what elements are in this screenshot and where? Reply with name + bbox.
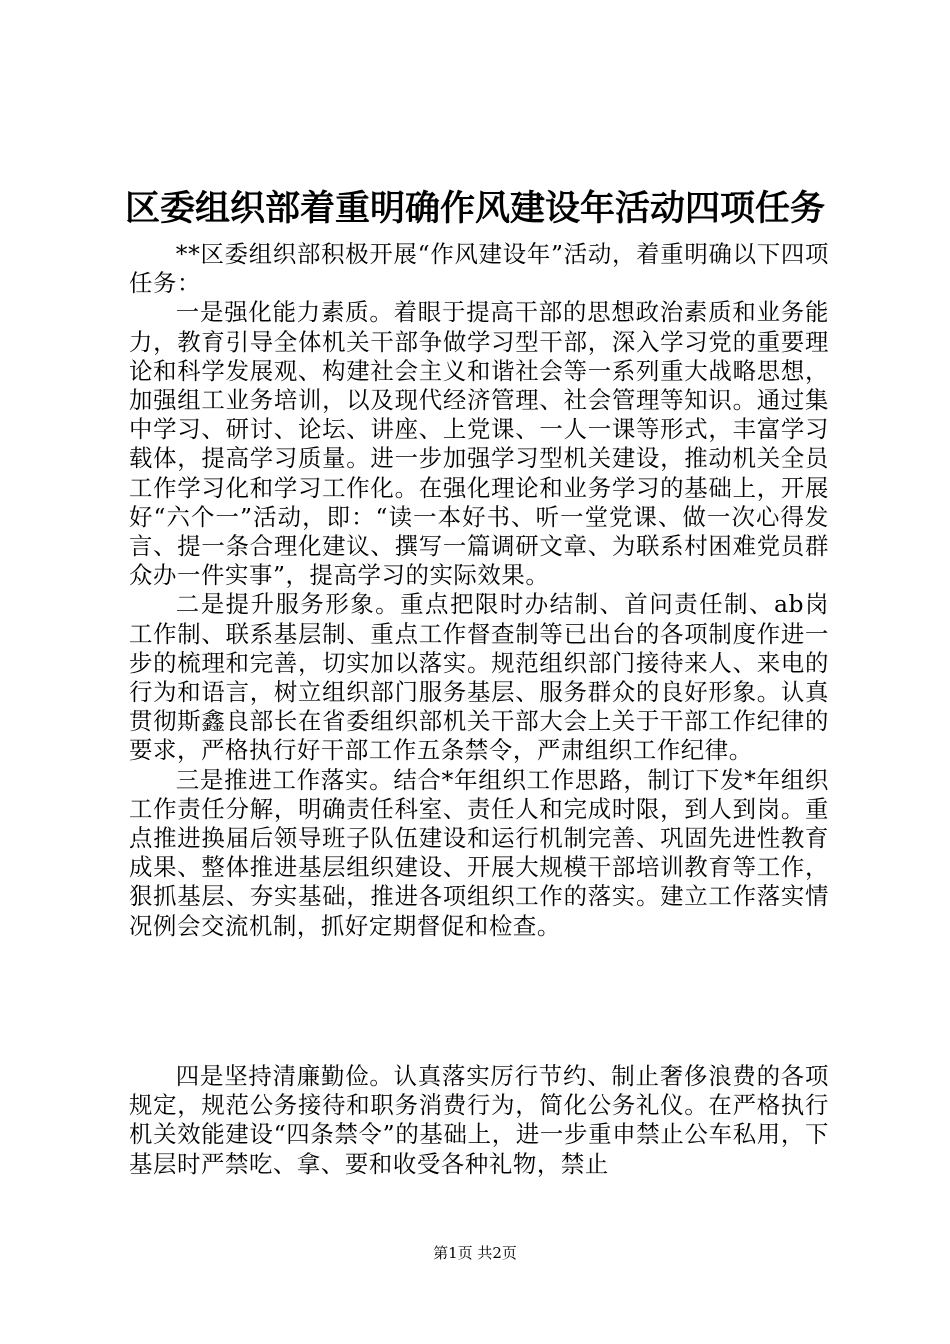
paragraph-intro: **区委组织部积极开展“作风建设年”活动，着重明确以下四项任务：: [129, 240, 829, 298]
paragraph-task-2: 二是提升服务形象。重点把限时办结制、首问责任制、ab岗工作制、联系基层制、重点工作督查制等已出台的各项制度作进一步的梳理和完善，切实加以落实。规范组织部门接待来人、来电的行为和语言，树立组织部门服务基层、服务群众的良好形象。认真贯彻斯鑫良部长在省委组织部机关干部大会上关于干部工作纪律的要求，严格执行好干部工作五条禁令，严肃组织工作纪律。: [129, 590, 829, 765]
paragraph-task-4: 四是坚持清廉勤俭。认真落实厉行节约、制止奢侈浪费的各项规定，规范公务接待和职务消费行为，简化公务礼仪。在严格执行机关效能建设“四条禁令”的基础上，进一步重申禁止公车私用，下基层时严禁吃、拿、要和收受各种礼物，禁止: [129, 1062, 829, 1178]
document-body-continued: [129, 1062, 829, 1179]
document-title: 区委组织部着重明确作风建设年活动四项任务: [124, 188, 825, 229]
paragraph-task-1: 一是强化能力素质。着眼于提高干部的思想政治素质和业务能力，教育引导全体机关干部争做学习型干部，深入学习党的重要理论和科学发展观、构建社会主义和谐社会等一系列重大战略思想，加强组工业务培训，以及现代经济管理、社会管理等知识。通过集中学习、研讨、论坛、讲座、上党课、一人一课等形式，丰富学习载体，提高学习质量。进一步加强学习型机关建设，推动机关全员工作学习化和学习工作化。在强化理论和业务学习的基础上，开展好“六个一”活动，即：“读一本好书、听一堂党课、做一次心得发言、提一条合理化建议、撰写一篇调研文章、为联系村困难党员群众办一件实事”，提高学习的实际效果。: [129, 298, 829, 590]
page-number-footer: 第1页 共2页: [433, 1244, 517, 1262]
document-body: [129, 240, 829, 941]
paragraph-task-3: 三是推进工作落实。结合*年组织工作思路，制订下发*年组织工作责任分解，明确责任科室、责任人和完成时限，到人到岗。重点推进换届后领导班子队伍建设和运行机制完善、巩固先进性教育成果、整体推进基层组织建设、开展大规模干部培训教育等工作，狠抓基层、夯实基础，推进各项组织工作的落实。建立工作落实情况例会交流机制，抓好定期督促和检查。: [129, 765, 829, 940]
